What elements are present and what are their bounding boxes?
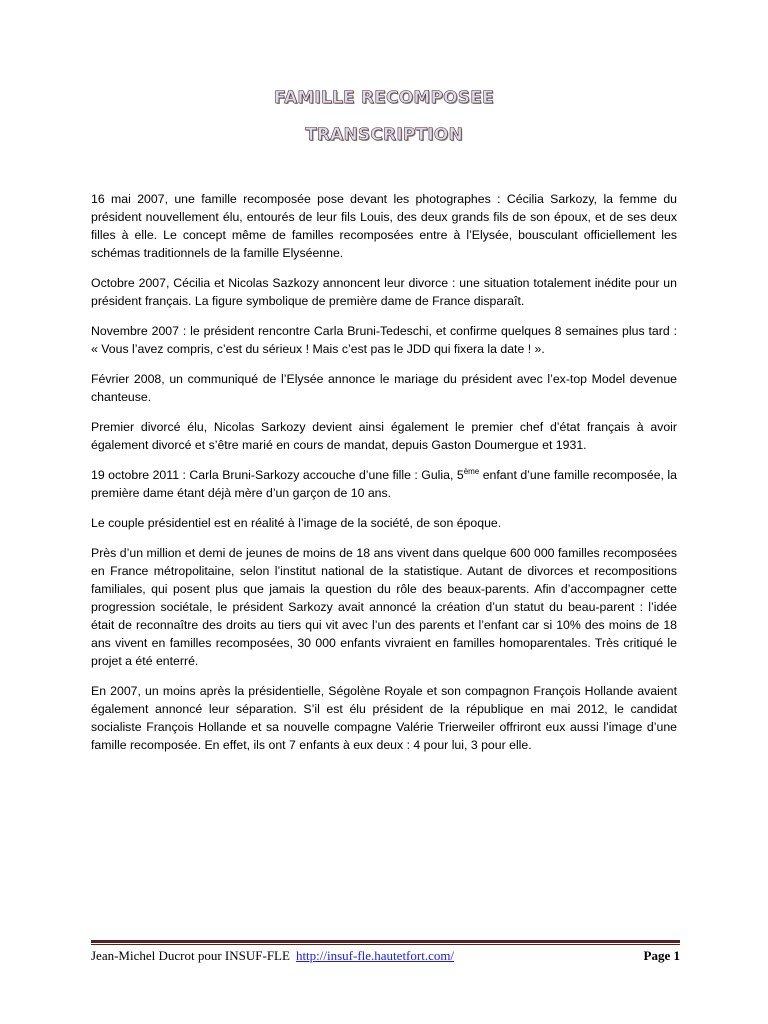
ordinal-superscript: ème <box>463 466 480 476</box>
footer-divider <box>91 940 680 943</box>
paragraph-6-start: 19 octobre 2011 : Carla Bruni-Sarkozy accouche d’une fille : Gulia, 5 <box>91 468 464 482</box>
paragraph-1: 16 mai 2007, une famille recomposée pose devant les photographes : Cécilia Sarkozy, la femme du président nouvellement élu, entourés de leur fils Louis, des deux grands fils de son époux, et de ses deux filles à elle. Le concept même de familles recomposées entre à l’Elysée, bousculant officiellement les schémas traditionnels de la famille Elyséenne. <box>91 192 677 260</box>
footer-divider-thin <box>91 944 680 945</box>
document-subtitle: TRANSCRIPTION <box>305 125 463 145</box>
paragraph-3: Novembre 2007 : le président rencontre Carla Bruni-Tedeschi, et confirme quelques 8 semaines plus tard : « Vous l’avez compris, c’est du sérieux ! Mais c’est pas le JDD qui fixera la date ! ». <box>91 324 677 356</box>
document-title: FAMILLE RECOMPOSEE <box>274 88 494 108</box>
paragraph-8: Près d’un million et demi de jeunes de moins de 18 ans vivent dans quelque 600 000 familles recomposées en France métropolitaine, selon l’institut national de la statistique. Autant de divorces et recompositions familiales, qui posent plus que jamais la question du rôle des beaux-parents. Afin d’accompagner cette progression sociétale, le président Sarkozy avait annoncé la création d’un statut du beau-parent : l’idée était de reconnaître des droits au tiers qui vit avec l’un des parents et l’enfant car si 10% des moins de 18 ans vivent en familles recomposées, 30 000 enfants vivraient en familles homoparentales. Très critiqué le projet a été enterré. <box>91 546 677 668</box>
paragraph-7: Le couple présidentiel est en réalité à l’image de la société, de son époque. <box>91 516 502 530</box>
paragraph-6-end: enfant d’une famille recomposée, la première dame étant déjà mère d’un garçon de 10 ans. <box>91 468 677 500</box>
footer-left <box>91 948 454 964</box>
paragraph-5: Premier divorcé élu, Nicolas Sarkozy devient ainsi également le premier chef d’état français à avoir également divorcé et s’être marié en cours de mandat, depuis Gaston Doumergue et 1931. <box>91 420 677 452</box>
footer-link[interactable]: http://insuf-fle.hautetfort.com/ <box>295 948 455 963</box>
paragraph-2: Octobre 2007, Cécilia et Nicolas Sazkozy annoncent leur divorce : une situation totalement inédite pour un président français. La figure symbolique de première dame de France disparaît. <box>91 276 677 308</box>
paragraph-4: Février 2008, un communiqué de l’Elysée annonce le mariage du président avec l’ex-top Model devenue chanteuse. <box>91 372 677 404</box>
page-footer <box>91 948 680 964</box>
document-body <box>91 190 677 766</box>
page-number: Page 1 <box>643 948 680 963</box>
paragraph-6 <box>91 466 677 502</box>
paragraph-9: En 2007, un moins après la présidentielle, Ségolène Royale et son compagnon François Hollande avaient également annoncé leur séparation. S’il est élu président de la république en mai 2012, le candidat socialiste François Hollande et sa nouvelle compagne Valérie Trierweiler offriront eux aussi l’image d’une famille recomposée. En effet, ils ont 7 enfants à eux deux : 4 pour lui, 3 pour elle. <box>91 684 677 752</box>
footer-author: Jean-Michel Ducrot pour INSUF-FLE <box>91 948 290 963</box>
